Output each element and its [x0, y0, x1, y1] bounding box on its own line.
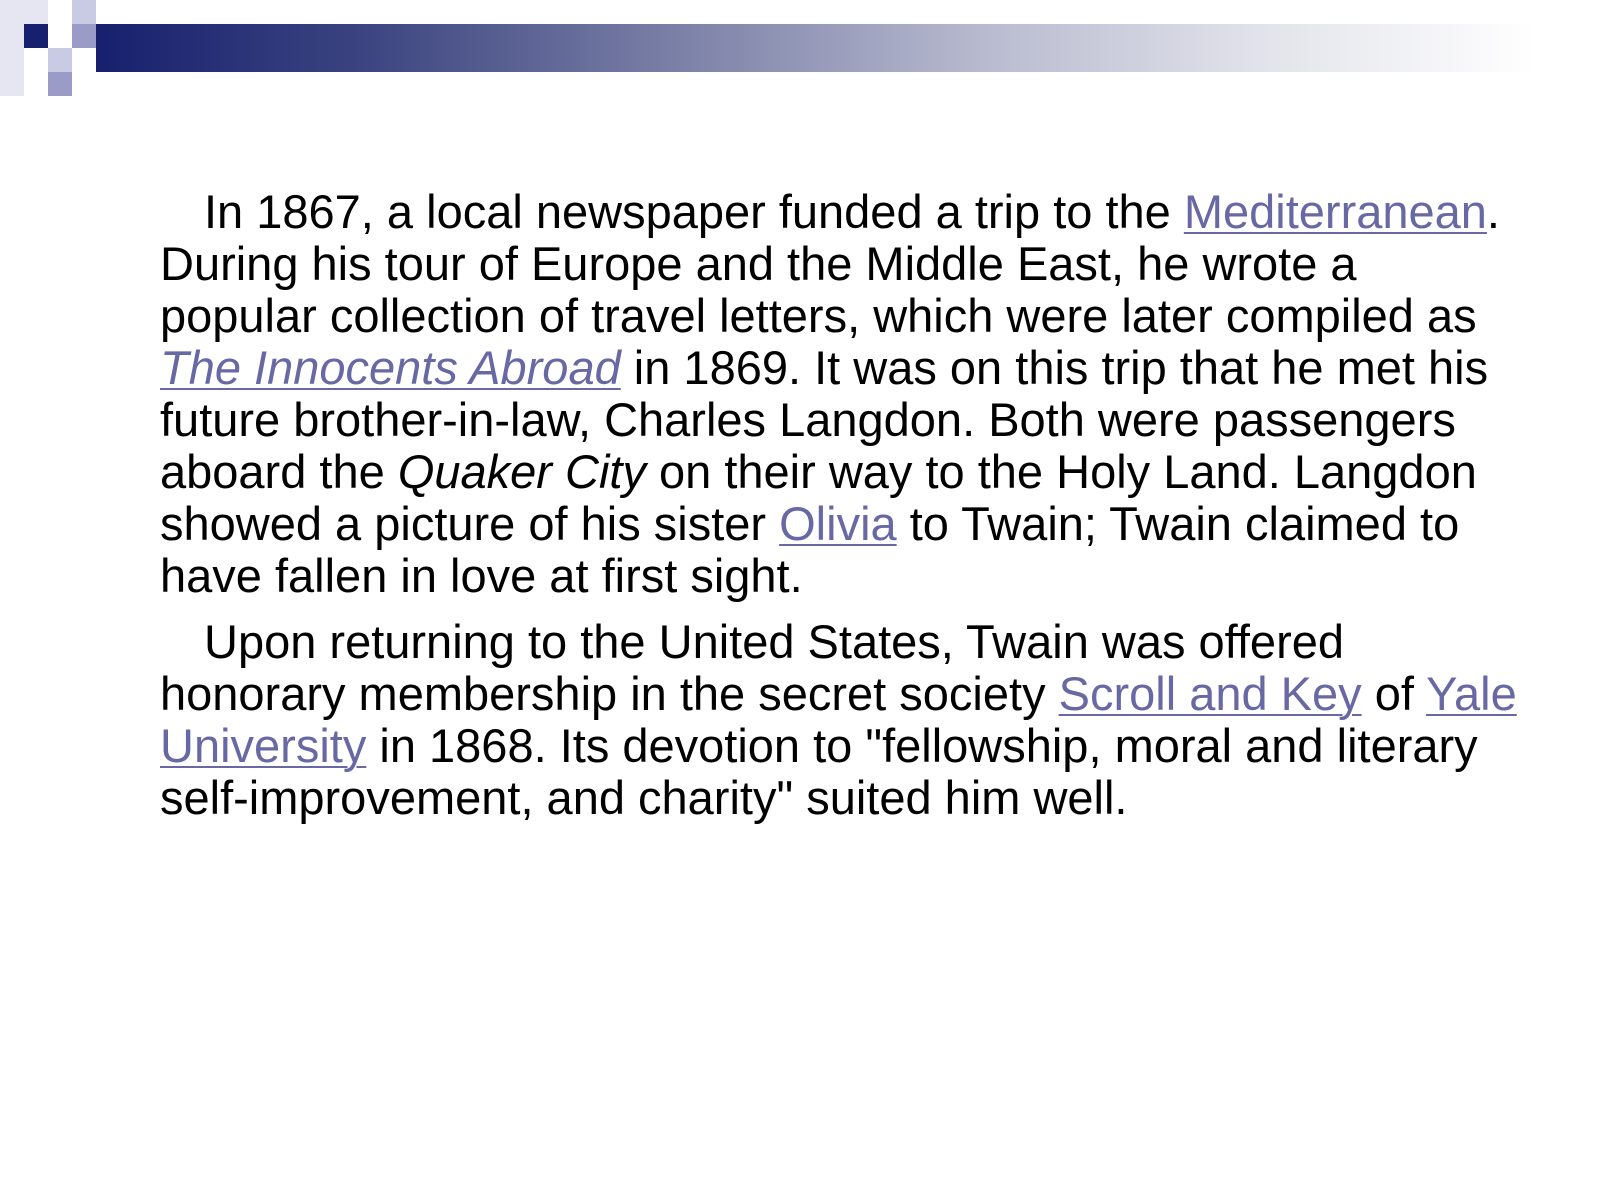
slide-body [160, 186, 1520, 838]
text-segment: Upon returning to the United States, Twain was offered honorary membership in the secret society [160, 615, 1345, 720]
banner-square-dark [24, 24, 48, 48]
text-segment: In 1867, a local newspaper funded a trip to the [204, 185, 1184, 238]
banner-square-medium [72, 24, 96, 48]
banner-square-medium [48, 72, 72, 96]
link-the-innocents-abroad[interactable]: The Innocents Abroad [160, 341, 621, 394]
text-segment: of [1361, 667, 1427, 720]
text-segment: on their way to the Holy Land. Langdon showed a picture of his sister [160, 445, 1477, 550]
paragraph-2 [160, 616, 1520, 824]
banner-square-light [48, 48, 72, 72]
decorative-banner [0, 0, 1600, 100]
link-mediterranean[interactable]: Mediterranean [1183, 185, 1487, 238]
banner-square-light [72, 0, 96, 24]
text-segment: to Twain; Twain claimed to have fallen in love at first sight. [160, 497, 1460, 602]
text-segment: . During his tour of Europe and the Middle East, he wrote a popular collection of travel letters, which were later compiled as [160, 185, 1500, 342]
banner-square-pale [0, 0, 24, 96]
text-segment: in 1868. Its devotion to "fellowship, moral and literary self-improvement, and charity" suited him well. [160, 719, 1478, 824]
link-olivia[interactable]: Olivia [779, 497, 897, 550]
text-segment: in 1869. It was on this trip that he met his future brother-in-law, Charles Langdon. Both were passengers aboard the [160, 341, 1489, 498]
ship-name-quaker-city: Quaker City [397, 445, 646, 498]
banner-square-pale [24, 0, 48, 24]
link-scroll-and-key[interactable]: Scroll and Key [1058, 667, 1362, 720]
paragraph-1 [160, 186, 1520, 602]
banner-gradient-bar [96, 24, 1536, 72]
link-yale-university[interactable]: Yale University [160, 667, 1517, 772]
